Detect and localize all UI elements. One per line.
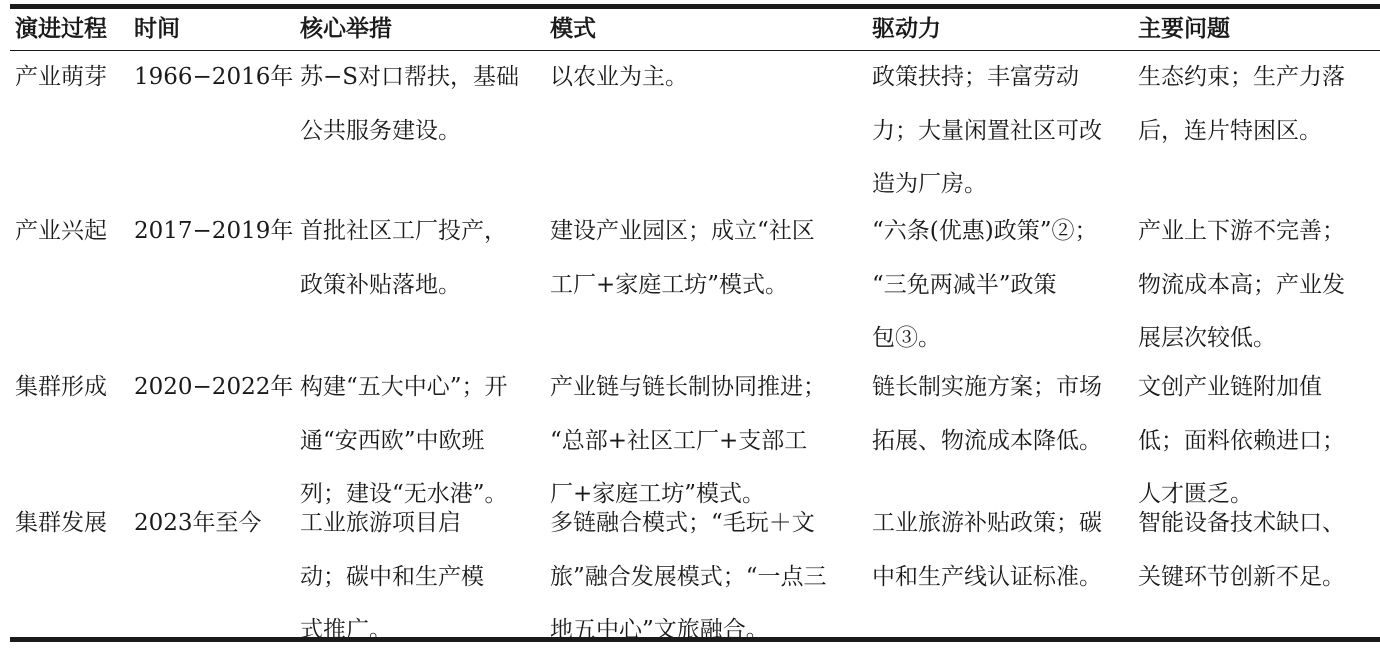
time-cell: 2017−2019年 — [134, 218, 294, 244]
table-header-row — [10, 9, 1380, 51]
driver-cell: 链长制实施方案；市场 拓展、物流成本降低。 — [872, 374, 1102, 454]
stage-cell: 集群发展 — [15, 510, 107, 536]
time-cell: 2023年至今 — [134, 510, 262, 536]
mode-cell: 建设产业园区；成立“社区 工厂+家庭工坊”模式。 — [550, 218, 815, 298]
driver-cell: 工业旅游补贴政策；碳 中和生产线认证标准。 — [872, 510, 1102, 590]
header-stage: 演进过程 — [15, 16, 107, 42]
header-measures: 核心举措 — [300, 16, 392, 42]
header-problem: 主要问题 — [1138, 16, 1230, 42]
measures-cell: 工业旅游项目启 动；碳中和生产模 式推广。 — [300, 510, 484, 643]
time-cell: 1966−2016年 — [134, 64, 294, 90]
problem-cell: 生态约束；生产力落 后，连片特困区。 — [1138, 64, 1345, 144]
mode-cell: 多链融合模式；“毛玩＋文 旅”融合发展模式；“一点三 地五中心”文旅融合。 — [550, 510, 827, 643]
stage-cell: 集群形成 — [15, 374, 107, 400]
problem-cell: 产业上下游不完善； 物流成本高；产业发 展层次较低。 — [1138, 218, 1345, 351]
stage-cell: 产业萌芽 — [15, 64, 107, 90]
header-driver: 驱动力 — [872, 16, 941, 42]
header-time: 时间 — [134, 16, 180, 42]
driver-cell: 政策扶持；丰富劳动 力；大量闲置社区可改 造为厂房。 — [872, 64, 1102, 197]
evolution-table — [10, 4, 1380, 642]
time-cell: 2020−2022年 — [134, 374, 294, 400]
stage-cell: 产业兴起 — [15, 218, 107, 244]
measures-cell: 首批社区工厂投产， 政策补贴落地。 — [300, 218, 507, 298]
driver-cell: “六条(优惠)政策”②； “三免两减半”政策 包③。 — [872, 218, 1098, 351]
measures-cell: 构建“五大中心”；开 通“安西欧”中欧班 列；建设“无水港”。 — [300, 374, 508, 507]
mode-cell: 以农业为主。 — [550, 64, 688, 90]
measures-cell: 苏−S对口帮扶，基础 公共服务建设。 — [300, 64, 520, 144]
mode-cell: 产业链与链长制协同推进； “总部+社区工厂+支部工 厂+家庭工坊”模式。 — [550, 374, 826, 507]
header-mode: 模式 — [550, 16, 596, 42]
problem-cell: 智能设备技术缺口、 关键环节创新不足。 — [1138, 510, 1345, 590]
problem-cell: 文创产业链附加值 低；面料依赖进口； 人才匮乏。 — [1138, 374, 1345, 507]
